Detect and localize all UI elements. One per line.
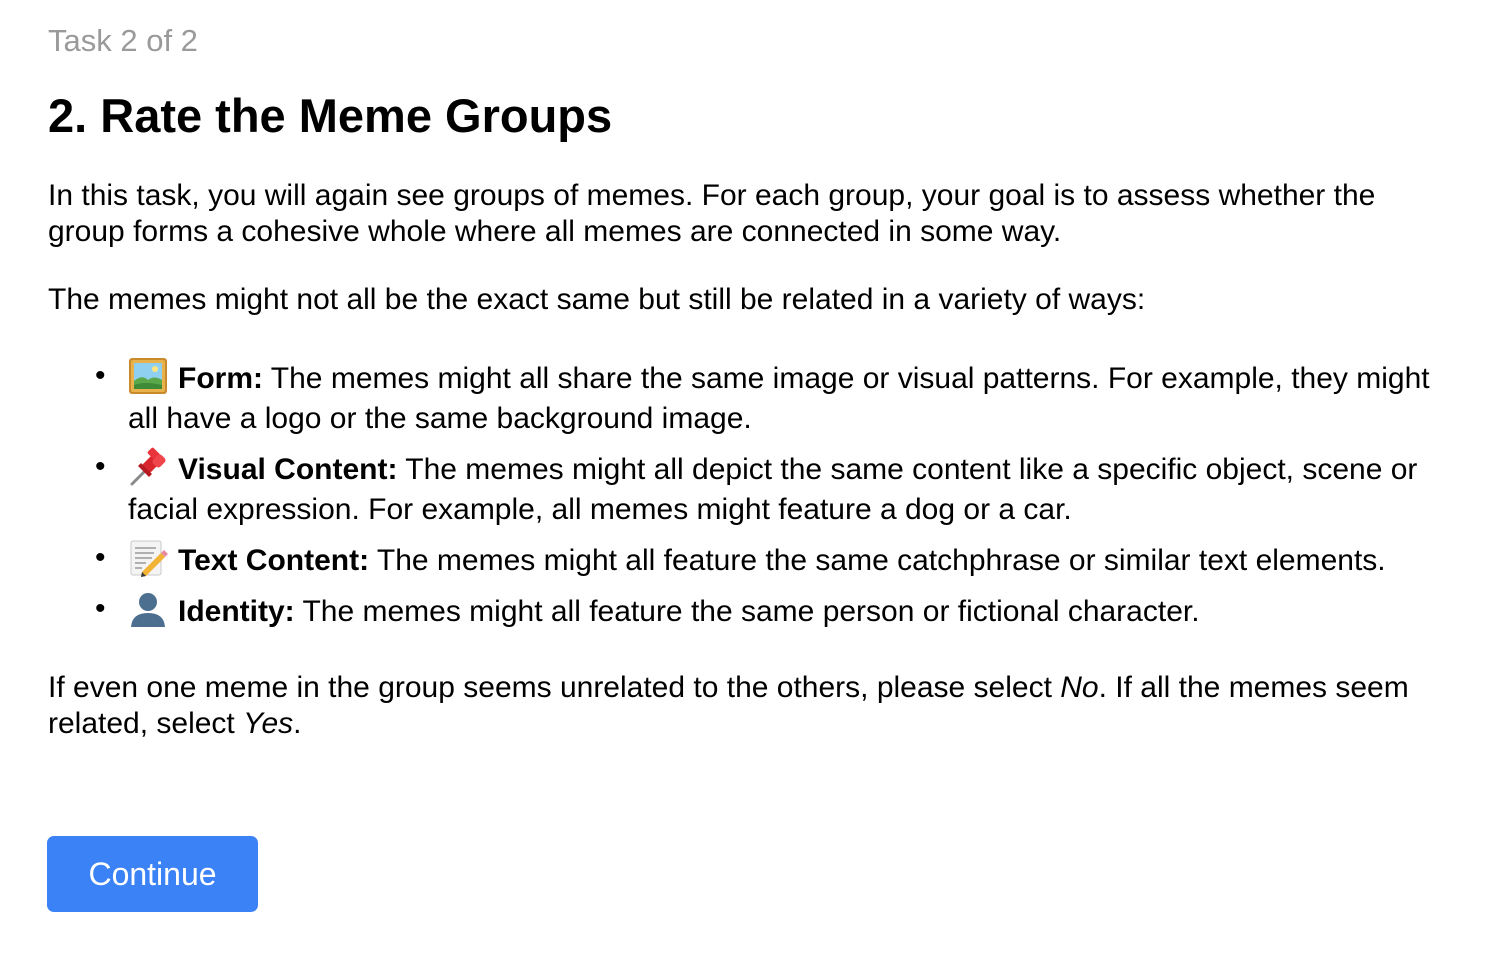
option-yes-text: Yes bbox=[243, 707, 294, 740]
framed-picture-icon bbox=[128, 356, 168, 396]
description-text-content: The memes might all feature the same catchphrase or similar text elements. bbox=[369, 544, 1386, 577]
list-item-text-content bbox=[95, 538, 1442, 581]
bullet-icon: • bbox=[95, 359, 106, 392]
term-visual-content: Visual Content: bbox=[178, 453, 398, 486]
bullet-icon: • bbox=[95, 541, 106, 574]
closing-text-1: If even one meme in the group seems unrelated to the others, please select bbox=[48, 671, 1061, 704]
page-title: 2. Rate the Meme Groups bbox=[48, 89, 613, 142]
intro-paragraph: In this task, you will again see groups of memes. For each group, your goal is to assess whether the group forms a cohesive whole where all memes are connected in some way. bbox=[48, 179, 1376, 248]
pushpin-icon bbox=[128, 447, 168, 487]
ways-list bbox=[48, 356, 1442, 632]
term-identity: Identity: bbox=[178, 595, 295, 628]
list-item-form bbox=[95, 356, 1442, 439]
term-text-content: Text Content: bbox=[178, 544, 370, 577]
list-item-visual-content bbox=[95, 447, 1442, 530]
description-identity: The memes might all feature the same person or fictional character. bbox=[294, 595, 1200, 628]
bullet-icon: • bbox=[95, 592, 106, 625]
task-counter: Task 2 of 2 bbox=[48, 23, 198, 58]
bust-silhouette-icon bbox=[128, 589, 168, 629]
list-item-identity bbox=[95, 589, 1442, 632]
description-form: The memes might all share the same image or visual patterns. For example, they might all have a logo or the same background image. bbox=[128, 362, 1430, 435]
closing-text-2: . If all the memes seem related, select bbox=[48, 671, 1409, 740]
ways-intro-paragraph: The memes might not all be the exact same but still be related in a variety of ways: bbox=[48, 283, 1146, 316]
continue-button[interactable]: Continue bbox=[47, 836, 258, 912]
bullet-icon: • bbox=[95, 450, 106, 483]
memo-icon bbox=[128, 538, 168, 578]
option-no-text: No bbox=[1060, 671, 1099, 704]
term-form: Form: bbox=[178, 362, 263, 395]
description-visual-content: The memes might all depict the same content like a specific object, scene or facial expression. For example, all memes might feature a dog or a car. bbox=[128, 453, 1418, 526]
closing-paragraph bbox=[48, 670, 1442, 742]
closing-text-3: . bbox=[293, 707, 302, 740]
